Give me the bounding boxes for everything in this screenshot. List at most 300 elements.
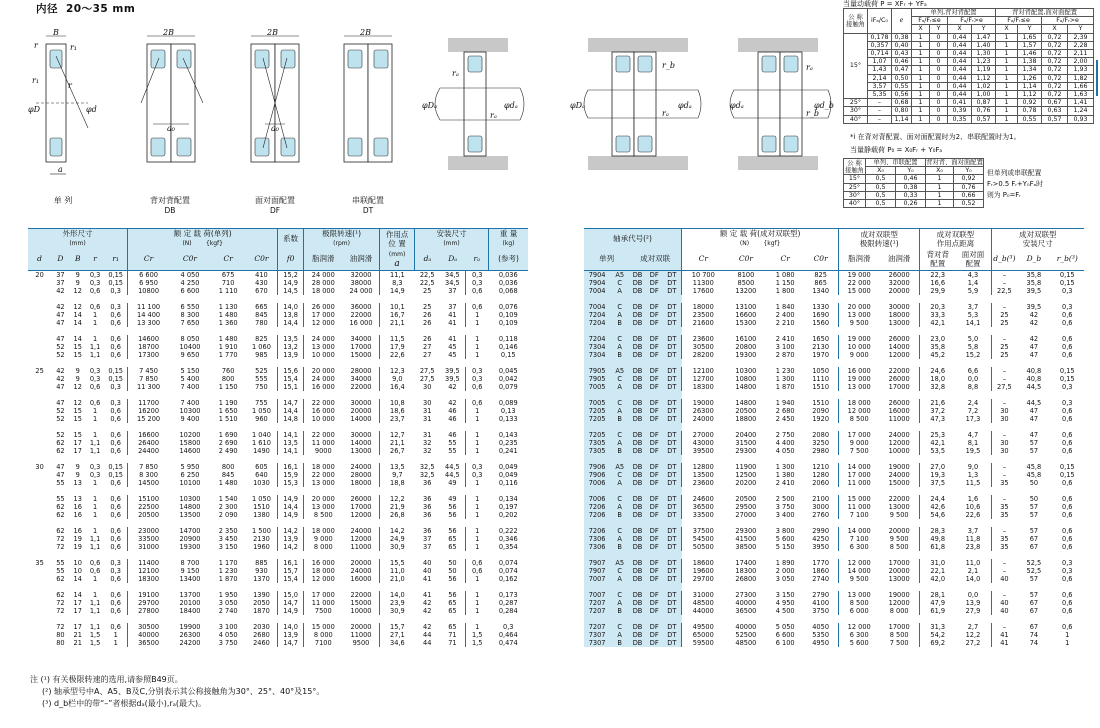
table-cell: 0,15 <box>500 350 516 359</box>
table-cell: 825 <box>814 270 827 279</box>
table-cell: 3950 <box>812 542 830 551</box>
table-cell: 1 110 <box>218 286 238 295</box>
table-cell: 15,9 <box>278 471 303 479</box>
table-cell: 62 <box>56 574 65 583</box>
bearing-code-cell: DT <box>663 439 682 447</box>
table-cell: 0,15 <box>1059 462 1075 471</box>
table-cell: 16000 <box>888 406 910 415</box>
cell-d <box>28 591 51 599</box>
bearing-code-cell: DF <box>646 471 663 479</box>
table-cell: 17 000 <box>303 311 342 319</box>
table-cell: 71 <box>448 638 457 647</box>
bearing-code-cell: DF <box>646 303 663 311</box>
table-cell: 430 <box>255 278 268 287</box>
table-cell: 14,0 <box>278 303 303 311</box>
table-cell: 15,4 <box>278 575 303 583</box>
bearing-code-cell: DT <box>663 479 682 487</box>
table-cell: 17 <box>73 598 82 607</box>
table-cell: 67 <box>1029 598 1039 607</box>
factor-cell: 1,02 <box>972 82 996 90</box>
bearing-code-cell: DF <box>646 431 663 439</box>
table-cell: 755 <box>255 398 268 407</box>
table-cell: 14,0 <box>380 591 415 599</box>
bearing-code-cell: 7905 <box>584 375 610 383</box>
table-cell: 74 <box>1029 630 1039 639</box>
table-cell: 24200 <box>179 638 201 647</box>
table-cell: 14,7 <box>278 599 303 607</box>
bearing-code-cell: A <box>610 343 629 351</box>
static-row <box>844 200 984 208</box>
bearing-code-cell: 7207 <box>584 599 610 607</box>
table-cell: 0,3 <box>1062 382 1073 391</box>
table-cell: 20000 <box>888 566 910 575</box>
table-cell: 17 <box>73 606 82 615</box>
table-cell: 1 <box>113 638 118 647</box>
table-cell: 22,6 <box>965 510 981 519</box>
bearing-code-cell: DT <box>663 503 682 511</box>
table-cell: 56 <box>448 510 457 519</box>
table-cell: 0,197 <box>498 502 518 511</box>
table-cell: 0,6 <box>1062 622 1073 631</box>
table-cell: 30500 <box>128 623 170 631</box>
table-cell: 9 <box>75 278 80 287</box>
bearing-code-cell: DB <box>629 439 646 447</box>
factor-cell: 1 <box>996 74 1018 82</box>
table-cell: 14500 <box>128 479 170 487</box>
bearing-code-cell: 7004 <box>584 287 610 295</box>
bearing-code-cell: DT <box>663 559 682 567</box>
table-cell: 0,6 <box>1062 350 1073 359</box>
table-cell: 0,074 <box>498 558 518 567</box>
table-cell: 18 000 <box>303 567 342 575</box>
table-cell: 13000 <box>888 318 910 327</box>
table-cell: 65 <box>448 534 457 543</box>
bearing-code-cell: C <box>610 431 629 439</box>
table-cell: 1,4 <box>967 278 979 287</box>
table-row <box>28 375 528 383</box>
table-row <box>28 367 528 375</box>
static-row <box>844 183 984 191</box>
table-cell: 4 500 <box>775 606 795 615</box>
table-cell: 10 000 <box>303 415 342 423</box>
factor-cell: 1,46 <box>1018 50 1042 58</box>
bearing-code-cell: DB <box>629 591 646 599</box>
table-cell: 14800 <box>735 382 757 391</box>
table-cell: 46 <box>448 430 457 439</box>
table-cell: 14,8 <box>278 415 303 423</box>
table-cell: 1340 <box>812 286 830 295</box>
table-cell: 1 <box>92 430 98 439</box>
table-cell: 1030 <box>253 478 270 487</box>
table-row <box>584 287 1084 295</box>
factor-cell: 0,357 <box>868 41 892 49</box>
table-cell: 2060 <box>812 478 830 487</box>
table-cell: 14,4 <box>278 503 303 511</box>
table-cell: 1 <box>465 535 488 543</box>
table-cell: 0,3 <box>89 270 101 279</box>
table-cell: 0,6 <box>110 414 121 423</box>
factor-cell: 1,07 <box>868 58 892 66</box>
table-cell: 8100 <box>737 270 755 279</box>
static-cell: 0,66 <box>954 191 984 199</box>
table-cell: 22,5 <box>419 270 435 279</box>
static-load-table: 公 称 接触角 单列、串联配置 背对背、面对面配置 X₀ Y₀ X₀ Y₀ 15° 0,5 0,46 1 0,92 25° 0,5 0,38 1 0,76 30° 0,5 0,33 1 0,66 40° 0,5 0,26 1 0,52 <box>845 159 983 208</box>
table-cell: 15800 <box>179 438 201 447</box>
table-cell: – <box>991 591 1017 599</box>
table-cell: 1210 <box>812 462 830 471</box>
bearing-code-cell: DF <box>646 623 663 631</box>
table-cell: 5 950 <box>180 462 200 471</box>
table-cell: 2100 <box>812 494 830 503</box>
table-cell: 44,5 <box>1026 398 1042 407</box>
table-cell: 32000 <box>888 278 910 287</box>
bearing-code-cell: DF <box>646 383 663 391</box>
table-cell: 14,9 <box>278 495 303 503</box>
table-row <box>584 639 1084 647</box>
bearing-code-cell: A <box>610 599 629 607</box>
table-cell: 30500 <box>682 343 725 351</box>
factor-cell: 1 <box>912 115 930 123</box>
bearing-code-cell: DF <box>646 567 663 575</box>
static-cell: 40° <box>844 200 866 208</box>
cell-d <box>28 279 51 287</box>
table-cell: 52 <box>56 342 65 351</box>
bearing-code-cell: 7206 <box>584 503 610 511</box>
table-cell: 19,5 <box>965 446 981 455</box>
bearing-code-cell: C <box>610 567 629 575</box>
factor-cell: 1 <box>912 58 930 66</box>
table-cell: 14 <box>73 318 82 327</box>
bearing-code-cell: DT <box>663 543 682 551</box>
table-cell: 1 130 <box>218 302 238 311</box>
table-cell: 13,9 <box>278 351 303 359</box>
bearing-code-cell: 7007 <box>584 575 610 583</box>
table-row <box>584 535 1084 543</box>
bearing-code-cell: 7307 <box>584 639 610 647</box>
table-cell: 35 <box>991 511 1017 519</box>
table-cell: 23000 <box>128 527 170 535</box>
table-cell: 1,1 <box>89 534 101 543</box>
table-row <box>584 559 1084 567</box>
bearing-code-cell: DB <box>629 495 646 503</box>
table-row <box>28 599 528 607</box>
table-cell: 9,0 <box>380 375 415 383</box>
table-cell: 1,1 <box>89 342 101 351</box>
table-cell: 5,0 <box>967 334 979 343</box>
table-cell: 43000 <box>682 439 725 447</box>
table-cell: 44,5 <box>445 462 460 471</box>
factor-cell: 0 <box>930 115 948 123</box>
table-row <box>28 575 528 583</box>
table-cell: 62 <box>56 510 65 519</box>
table-cell: 16200 <box>128 407 170 415</box>
svg-text:φDₐ: φDₐ <box>422 101 438 110</box>
table-cell: 19000 <box>888 590 910 599</box>
table-cell: 0,222 <box>498 526 518 535</box>
factor-cell: 1 <box>996 107 1018 115</box>
table-cell: 1 <box>465 591 488 599</box>
table-cell: 0,049 <box>498 470 518 479</box>
table-cell: 16 <box>73 510 82 519</box>
factor-cell: 0,44 <box>948 74 972 82</box>
factor-cell: 1,23 <box>972 58 996 66</box>
table-cell: 30,9 <box>380 543 415 551</box>
table-cell: 54,6 <box>920 511 956 519</box>
table-cell: 675 <box>221 270 235 279</box>
table-cell: 1 <box>465 575 488 583</box>
static-row <box>844 175 984 183</box>
table-cell: 1 300 <box>775 374 795 383</box>
factor-cell: 1 <box>912 41 930 49</box>
bearing-code-cell: DB <box>629 567 646 575</box>
table-cell: 0,6 <box>1062 574 1073 583</box>
table-row <box>584 407 1084 415</box>
factor-cell: 0,72 <box>1042 58 1068 66</box>
bearing-code-cell: 7204 <box>584 319 610 327</box>
factor-cell: 1,30 <box>972 50 996 58</box>
svg-text:2B: 2B <box>360 28 371 37</box>
table-cell: 3 150 <box>775 590 795 599</box>
table-cell: 19900 <box>179 622 201 631</box>
table-cell: 1 650 <box>218 406 238 415</box>
table-cell: 0,6 <box>1062 318 1073 327</box>
bearing-code-cell: DT <box>663 399 682 407</box>
th-speed-pair: 成对双联型 极限转速(¹) <box>839 229 920 249</box>
table-cell: 665 <box>255 302 268 311</box>
table-cell: 1 190 <box>218 398 238 407</box>
static-load-title: 当量静载荷 P₀ = X₀Fᵣ + Y₀Fₐ <box>850 146 943 154</box>
table-cell: 62 <box>56 502 65 511</box>
table-cell: 0,3 <box>465 471 488 479</box>
table-cell: 40 <box>423 566 432 575</box>
th-weight: 重 量 (kg) <box>489 229 528 249</box>
table-cell: 42 <box>423 598 432 607</box>
table-cell: 0,6 <box>110 318 121 327</box>
factor-cell: 0 <box>930 58 948 66</box>
table-cell: 12 000 <box>839 559 879 567</box>
table-cell: 845 <box>255 310 268 319</box>
bearing-code-cell: B <box>610 351 629 359</box>
table-cell: 62 <box>56 446 65 455</box>
table-cell: 15000 <box>350 350 372 359</box>
table-cell: 50 <box>1029 478 1039 487</box>
bearing-code-cell: DT <box>663 599 682 607</box>
table-cell: 8 500 <box>303 511 342 519</box>
factor-cell: 30° <box>844 107 868 115</box>
table-cell: 10 000 <box>303 351 342 359</box>
table-cell: 10 <box>73 566 82 575</box>
table-cell: 30000 <box>888 302 910 311</box>
table-cell: 0,6 <box>1062 510 1073 519</box>
factor-row <box>844 50 1094 58</box>
table-cell: 0,109 <box>498 318 518 327</box>
table-cell: 21,1 <box>380 439 415 447</box>
table-cell: 12 000 <box>839 407 879 415</box>
bearing-code-cell: 7304 <box>584 351 610 359</box>
table-cell: 13200 <box>735 286 757 295</box>
factor-cell: 25° <box>844 99 868 107</box>
table-cell: 14 <box>73 574 82 583</box>
table-cell: 7 450 <box>128 367 170 375</box>
table-single-row-body <box>28 270 528 647</box>
table-cell: 0,6 <box>1062 310 1073 319</box>
table-cell: 42 <box>423 606 432 615</box>
table-cell: 0,6 <box>1062 342 1073 351</box>
bearing-code-cell: C <box>610 495 629 503</box>
table-cell: 14 000 <box>839 463 879 471</box>
bearing-code-cell: 7307 <box>584 631 610 639</box>
table-cell: 2050 <box>253 598 270 607</box>
bearing-code-cell: DB <box>629 415 646 423</box>
table-cell: 1 080 <box>775 270 795 279</box>
table-cell: 13500 <box>682 471 725 479</box>
table-cell: 13 000 <box>839 383 879 391</box>
table-cell: 0,6 <box>1062 494 1073 503</box>
table-cell: 15 <box>73 406 82 415</box>
table-row <box>584 607 1084 615</box>
table-row <box>28 463 528 471</box>
factor-cell: 0,44 <box>948 50 972 58</box>
table-cell: 10 000 <box>839 343 879 351</box>
bearing-code-cell: B <box>610 543 629 551</box>
bearing-code-cell: C <box>610 591 629 599</box>
table-cell: 47 <box>56 398 65 407</box>
bearing-code-cell: DF <box>646 367 663 375</box>
table-cell: 6 300 <box>839 631 879 639</box>
table-cell: 25 <box>423 302 432 311</box>
factor-cell: 0,57 <box>1042 115 1068 123</box>
table-cell: 12 000 <box>303 319 342 327</box>
table-cell: 13 300 <box>128 319 170 327</box>
table-cell: 14,5 <box>278 287 303 295</box>
table-cell: 1,5 <box>89 630 101 639</box>
svg-text:r₁: r₁ <box>70 43 78 52</box>
table-row <box>28 270 528 279</box>
table-row <box>584 471 1084 479</box>
factor-cell: 0,72 <box>1042 74 1068 82</box>
table-cell: 0,15 <box>108 374 123 383</box>
table-cell: 0,15 <box>1059 270 1075 279</box>
bearing-code-cell: DB <box>629 399 646 407</box>
bearing-code-cell: DB <box>629 447 646 455</box>
bearing-code-cell: DF <box>646 463 663 471</box>
svg-text:φdₐ: φdₐ <box>730 101 744 110</box>
table-cell: 9 500 <box>839 575 879 583</box>
factor-cell: 1 <box>912 107 930 115</box>
table-cell: 0,15 <box>1059 470 1075 479</box>
table-cell: 2 490 <box>218 446 238 455</box>
table-cell: 41 <box>448 310 457 319</box>
table-cell: 37 <box>448 286 457 295</box>
table-cell: 48500 <box>735 638 757 647</box>
table-cell: 3 450 <box>218 534 238 543</box>
table-cell: 0,6 <box>1062 406 1073 415</box>
table-cell: 7 500 <box>839 447 879 455</box>
table-row <box>584 495 1084 503</box>
table-cell: 28200 <box>682 351 725 359</box>
factor-cell: 1,38 <box>1018 58 1042 66</box>
table-cell: 21,1 <box>380 319 415 327</box>
table-cell: 65 <box>448 542 457 551</box>
table-cell: 32,8 <box>920 383 956 391</box>
table-cell: 1 <box>92 510 98 519</box>
table-cell: 2 500 <box>775 494 795 503</box>
table-cell: 20 000 <box>303 495 342 503</box>
table-cell: 710 <box>221 278 235 287</box>
table-cell: 6 250 <box>180 470 200 479</box>
table-cell: 22,6 <box>380 351 415 359</box>
factor-cell: 0,43 <box>892 50 912 58</box>
table-cell: 2460 <box>253 638 270 647</box>
table-cell: 7500 <box>303 607 342 615</box>
bearing-code-cell: 7005 <box>584 383 610 391</box>
bearing-code-cell: 7206 <box>584 511 610 519</box>
table-cell: 50 <box>1029 494 1039 503</box>
table-cell: 1 870 <box>218 574 238 583</box>
table-cell: 12,7 <box>380 431 415 439</box>
table-cell: 1 060 <box>252 342 271 351</box>
cell-d <box>28 575 51 583</box>
factor-cell: 0,72 <box>1042 33 1068 41</box>
table-cell: 16 <box>73 526 82 535</box>
table-cell: 19,3 <box>920 471 956 479</box>
table-cell: 40,8 <box>1026 374 1042 383</box>
table-cell: 40 <box>991 607 1017 615</box>
cell-d: 30 <box>35 462 44 471</box>
factor-cell: 0,92 <box>1018 99 1042 107</box>
cell-d <box>28 335 51 343</box>
table-cell: 20000 <box>888 286 910 295</box>
table-row <box>584 503 1084 511</box>
table-cell: 0,6 <box>110 406 121 415</box>
table-cell: 23,7 <box>380 415 415 423</box>
factor-cell: 1,34 <box>1018 66 1042 74</box>
table-cell: 410 <box>255 270 268 279</box>
table-cell: 16 000 <box>839 367 879 375</box>
table-cell: 1 <box>92 414 98 423</box>
table-cell: 35 <box>991 503 1017 511</box>
table-cell: 780 <box>255 318 268 327</box>
table-cell: 12800 <box>682 463 725 471</box>
table-cell: 1 500 <box>252 526 271 535</box>
table-cell: 1860 <box>812 566 830 575</box>
table-cell: 14,9 <box>278 607 303 615</box>
table-cell: 35,8 <box>1026 278 1042 287</box>
th-speed: 极限转速(¹) (rpm) <box>303 229 379 249</box>
table-cell: 22000 <box>350 382 372 391</box>
table-cell: 1 770 <box>218 350 238 359</box>
table-cell: 31500 <box>735 438 757 447</box>
table-cell: 1 <box>465 343 488 351</box>
table-cell: 57 <box>1029 446 1039 455</box>
bearing-code-cell: B <box>610 511 629 519</box>
table-cell: 24000 <box>682 415 725 423</box>
bearing-code-cell: DB <box>629 511 646 519</box>
table-cell: 40 <box>423 558 432 567</box>
table-cell: 39,5 <box>445 374 460 383</box>
table-cell: 12000 <box>350 510 372 519</box>
load-factor-panel <box>843 0 1093 124</box>
table-cell: 2130 <box>812 342 830 351</box>
table-cell: 13000 <box>350 446 372 455</box>
factor-cell: 0,178 <box>868 33 892 41</box>
table-cell: 14 400 <box>128 311 170 319</box>
bearing-code-cell: DB <box>629 335 646 343</box>
table-cell: 3 100 <box>218 622 238 631</box>
bearing-code-cell: DT <box>663 303 682 311</box>
table-cell: 80 <box>56 630 65 639</box>
factor-cell: 1,12 <box>972 74 996 82</box>
